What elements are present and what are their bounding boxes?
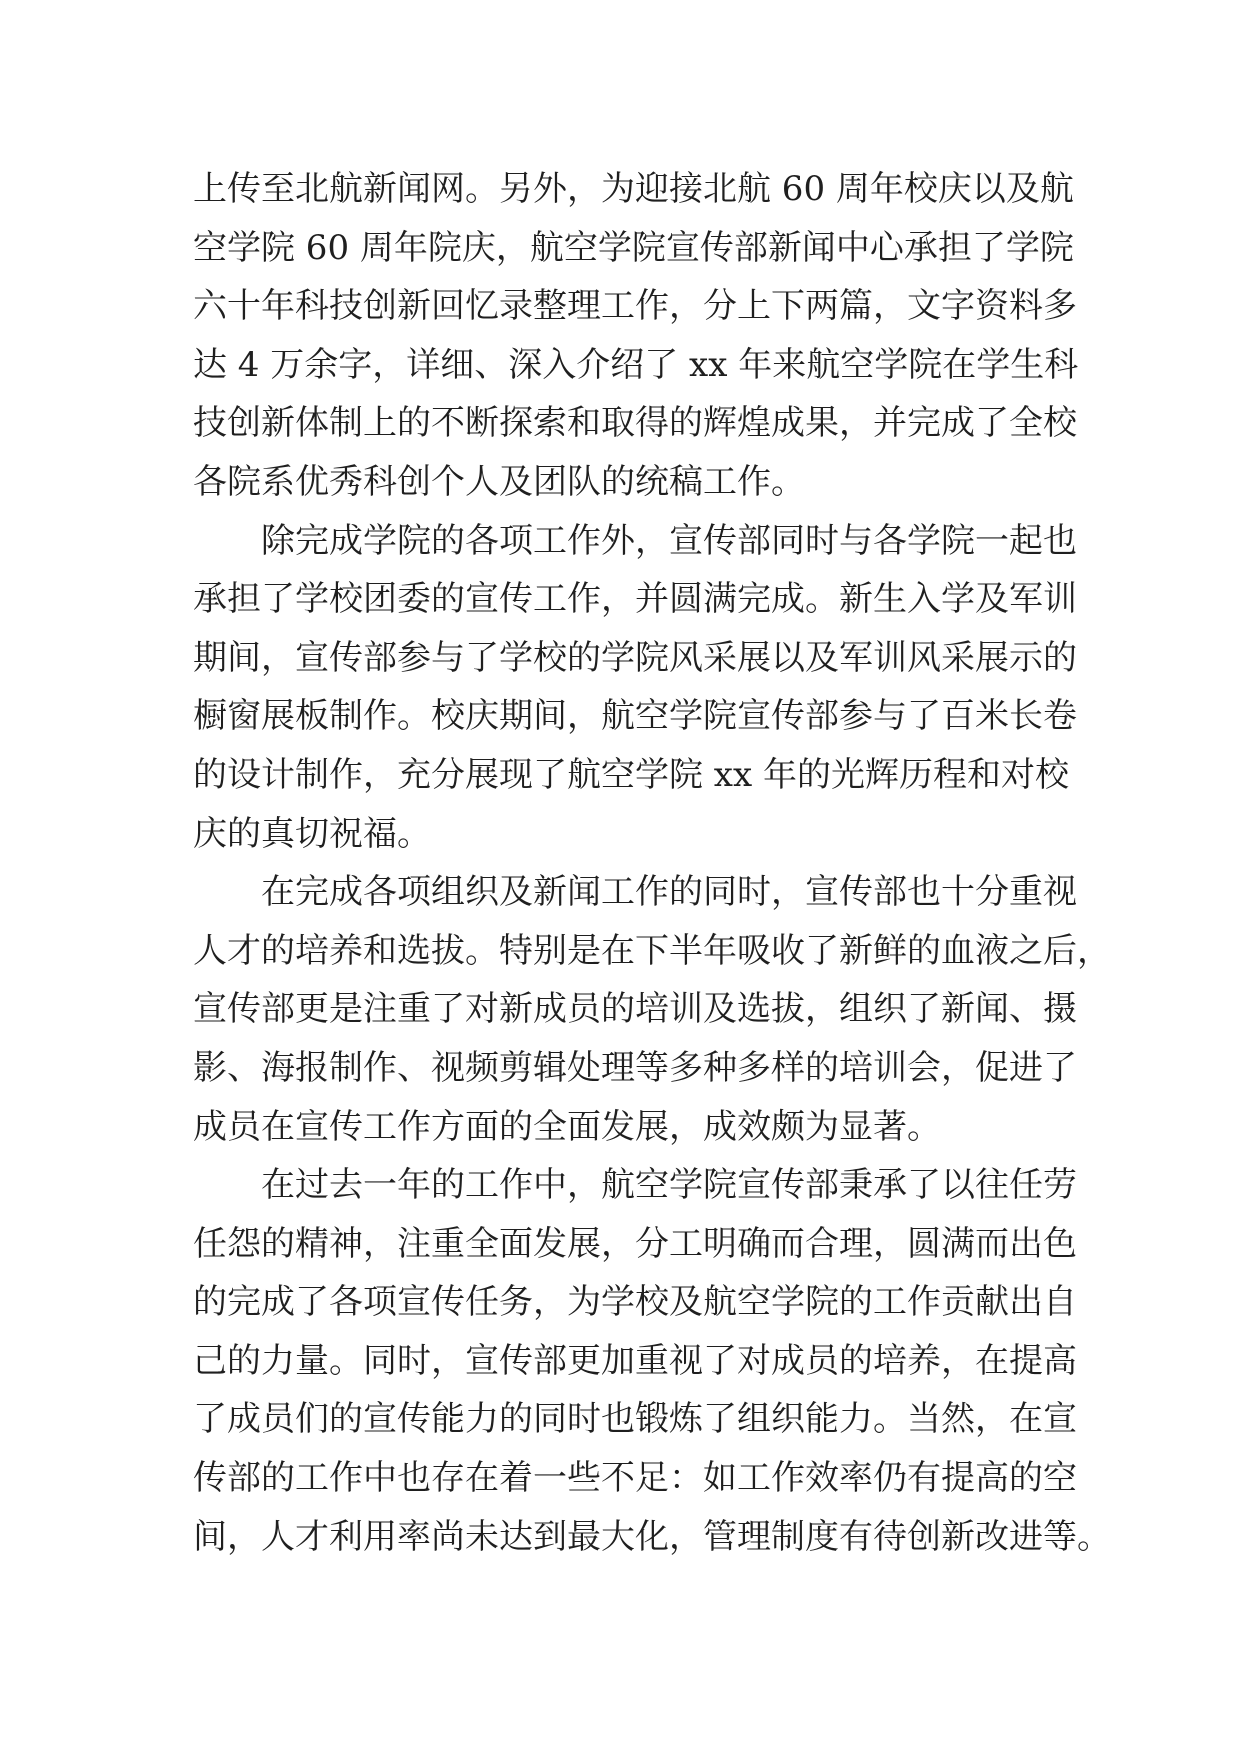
- text-line: 人才的培养和选拔。特别是在下半年吸收了新鲜的血液之后，: [193, 930, 1111, 971]
- text-line: 空学院 60 周年院庆，航空学院宣传部新闻中心承担了学院: [193, 227, 1074, 268]
- text-line: 任怨的精神，注重全面发展，分工明确而合理，圆满而出色: [193, 1223, 1077, 1264]
- text-line: 除完成学院的各项工作外，宣传部同时与各学院一起也: [261, 520, 1077, 561]
- text-line: 达 4 万余字，详细、深入介绍了 xx 年来航空学院在学生科: [193, 344, 1079, 385]
- text-line: 影、海报制作、视频剪辑处理等多种多样的培训会，促进了: [193, 1047, 1077, 1088]
- text-line: 的设计制作，充分展现了航空学院 xx 年的光辉历程和对校: [193, 754, 1069, 795]
- text-line: 宣传部更是注重了对新成员的培训及选拔，组织了新闻、摄: [193, 989, 1077, 1030]
- text-line: 各院系优秀科创个人及团队的统稿工作。: [193, 461, 805, 502]
- text-line: 了成员们的宣传能力的同时也锻炼了组织能力。当然，在宣: [193, 1399, 1077, 1440]
- paragraph-4: [193, 1156, 1111, 1566]
- text-line: 在过去一年的工作中，航空学院宣传部秉承了以往任劳: [261, 1165, 1077, 1206]
- text-line: 成员在宣传工作方面的全面发展，成效颇为显著。: [193, 1106, 941, 1147]
- text-line: 期间，宣传部参与了学校的学院风采展以及军训风采展示的: [193, 637, 1077, 678]
- text-line: 承担了学校团委的宣传工作，并圆满完成。新生入学及军训: [193, 579, 1077, 620]
- text-line: 间，人才利用率尚未达到最大化，管理制度有待创新改进等。: [193, 1516, 1111, 1557]
- text-line: 技创新体制上的不断探索和取得的辉煌成果，并完成了全校: [193, 403, 1077, 444]
- text-line: 庆的真切祝福。: [193, 813, 431, 854]
- paragraph-1: [193, 160, 1079, 512]
- text-line: 传部的工作中也存在着一些不足：如工作效率仍有提高的空: [193, 1458, 1077, 1499]
- text-line: 上传至北航新闻网。另外，为迎接北航 60 周年校庆以及航: [193, 169, 1074, 209]
- document-body: [193, 160, 1111, 1566]
- text-line: 在完成各项组织及新闻工作的同时，宣传部也十分重视: [261, 872, 1077, 913]
- text-line: 己的力量。同时，宣传部更加重视了对成员的培养，在提高: [193, 1340, 1077, 1381]
- text-line: 橱窗展板制作。校庆期间，航空学院宣传部参与了百米长卷: [193, 696, 1077, 737]
- text-line: 的完成了各项宣传任务，为学校及航空学院的工作贡献出自: [193, 1282, 1077, 1323]
- paragraph-3: [193, 863, 1111, 1156]
- text-line: 六十年科技创新回忆录整理工作，分上下两篇，文字资料多: [193, 286, 1077, 327]
- paragraph-2: [193, 512, 1077, 864]
